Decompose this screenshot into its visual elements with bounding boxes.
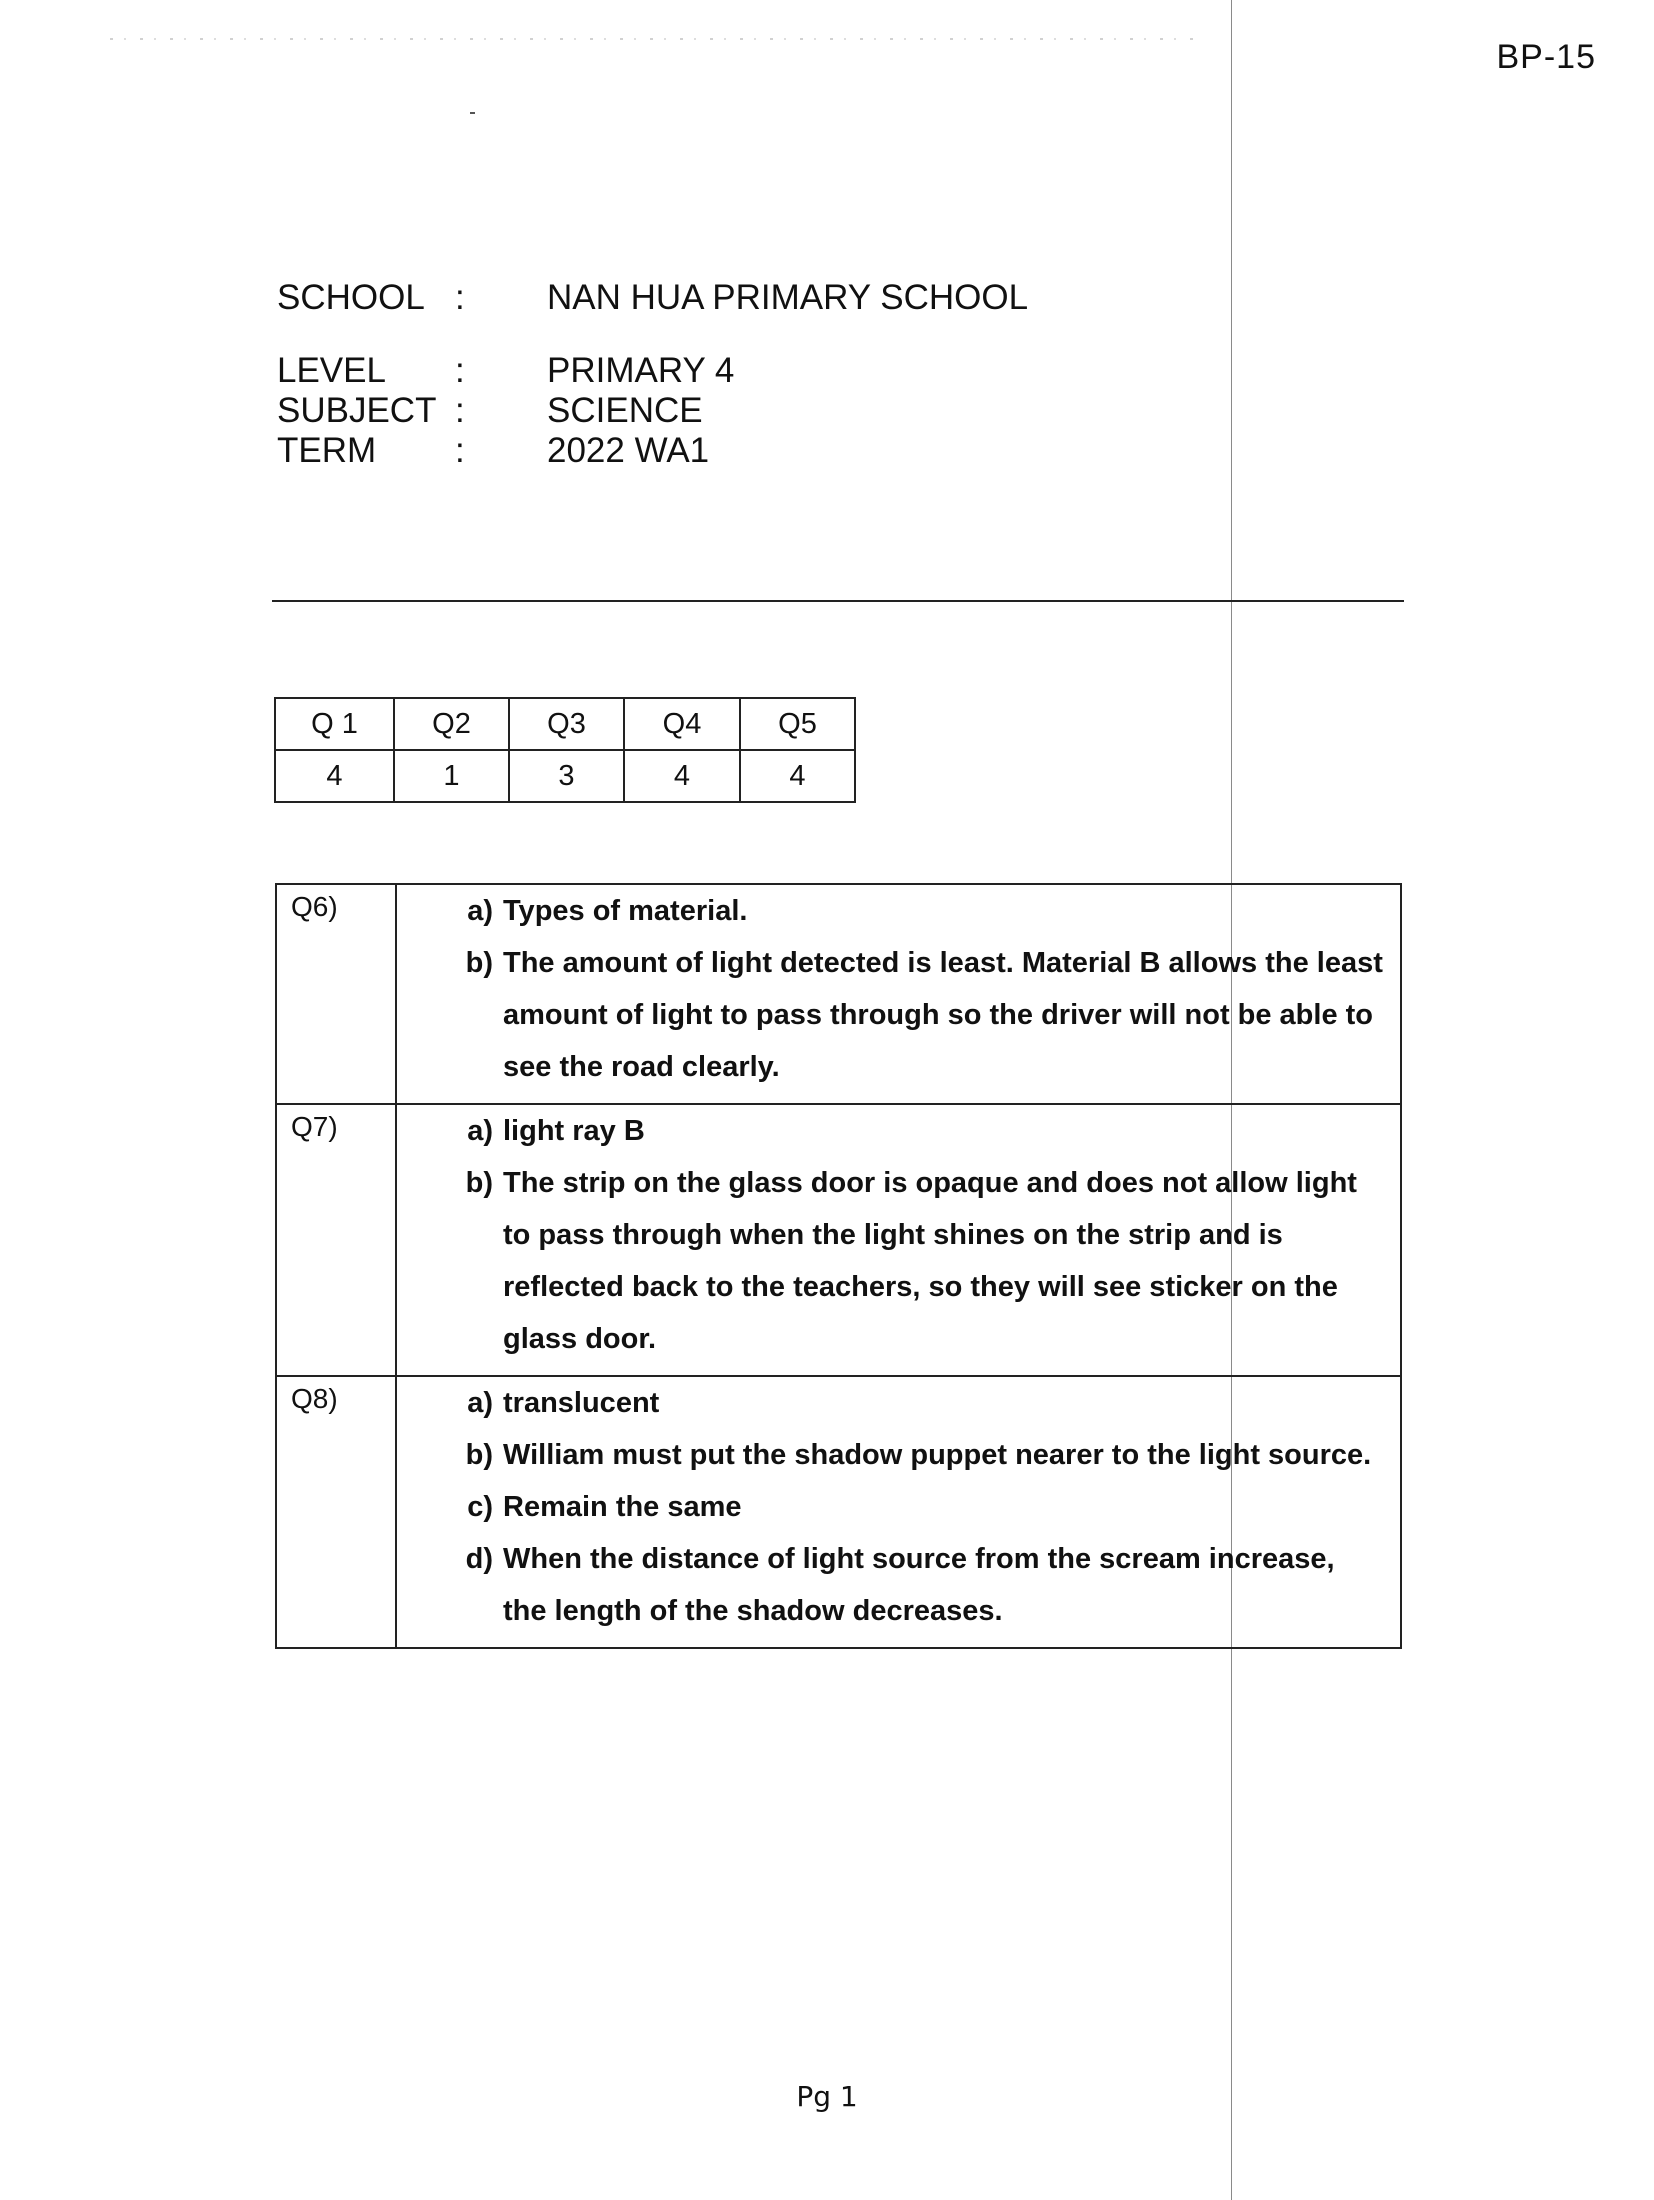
part-marker: b)	[465, 1167, 493, 1199]
part-marker: a)	[467, 895, 493, 927]
header-value: PRIMARY 4	[547, 351, 735, 390]
part-text: translucent	[503, 1387, 660, 1419]
header-colon: :	[455, 278, 465, 317]
part-marker: d)	[465, 1543, 493, 1575]
answer-body	[397, 1377, 1400, 1647]
answer-row-q8	[277, 1375, 1400, 1647]
header-divider	[272, 600, 1404, 602]
mcq-question-cell: Q4	[624, 698, 740, 750]
answer-part	[397, 1481, 1386, 1533]
part-text: William must put the shadow puppet nearer to the light source.	[503, 1439, 1372, 1471]
part-text: light ray B	[503, 1115, 645, 1147]
mcq-answer-row	[275, 750, 855, 802]
header-label: LEVEL	[277, 351, 386, 390]
part-marker: b)	[465, 1439, 493, 1471]
mcq-question-row	[275, 698, 855, 750]
answer-part	[397, 1377, 1386, 1429]
part-text: The amount of light detected is least. Material B allows the least amount of light to pass through so the driver will not be able to see the road clearly.	[503, 947, 1383, 1083]
header-colon: :	[455, 391, 465, 430]
header-colon: :	[455, 431, 465, 470]
mcq-question-cell: Q 1	[275, 698, 394, 750]
answer-part	[397, 1105, 1386, 1157]
header-value: 2022 WA1	[547, 431, 710, 470]
header-value: SCIENCE	[547, 391, 703, 430]
part-text: Remain the same	[503, 1491, 742, 1523]
answer-part	[397, 885, 1386, 937]
mcq-question-cell: Q3	[509, 698, 624, 750]
answer-part	[397, 1429, 1386, 1481]
answer-row-q6	[277, 885, 1400, 1103]
part-text: Types of material.	[503, 895, 748, 927]
question-number: Q6)	[277, 885, 397, 1103]
answer-part	[397, 1157, 1386, 1365]
part-marker: a)	[467, 1387, 493, 1419]
answer-part	[397, 1533, 1386, 1637]
mcq-answer-cell: 4	[624, 750, 740, 802]
mcq-answer-table	[274, 697, 856, 803]
part-marker: a)	[467, 1115, 493, 1147]
header-label: TERM	[277, 431, 377, 470]
scan-noise-dots	[110, 38, 1200, 40]
mcq-question-cell: Q2	[394, 698, 509, 750]
mcq-answer-cell: 1	[394, 750, 509, 802]
mcq-answer-cell: 4	[740, 750, 855, 802]
header-label: SCHOOL	[277, 278, 425, 317]
answer-body	[397, 1105, 1400, 1375]
header-value: NAN HUA PRIMARY SCHOOL	[547, 278, 1029, 317]
answer-body	[397, 885, 1400, 1103]
page-number: Pg 1	[796, 2080, 858, 2113]
answer-row-q7	[277, 1103, 1400, 1375]
mcq-answer-cell: 4	[275, 750, 394, 802]
question-number: Q8)	[277, 1377, 397, 1647]
part-marker: c)	[467, 1491, 493, 1523]
header-label: SUBJECT	[277, 391, 437, 430]
mcq-answer-cell: 3	[509, 750, 624, 802]
question-number: Q7)	[277, 1105, 397, 1375]
corner-code: BP-15	[1496, 38, 1596, 76]
answer-part	[397, 937, 1386, 1093]
part-marker: b)	[465, 947, 493, 979]
mcq-question-cell: Q5	[740, 698, 855, 750]
header-colon: :	[455, 351, 465, 390]
part-text: When the distance of light source from the scream increase, the length of the shadow decreases.	[503, 1543, 1335, 1627]
scan-speck	[470, 112, 475, 114]
part-text: The strip on the glass door is opaque and does not allow light to pass through when the light shines on the strip and is reflected back to the teachers, so they will see sticker on the glass door.	[503, 1167, 1357, 1355]
open-ended-answer-table	[275, 883, 1402, 1649]
